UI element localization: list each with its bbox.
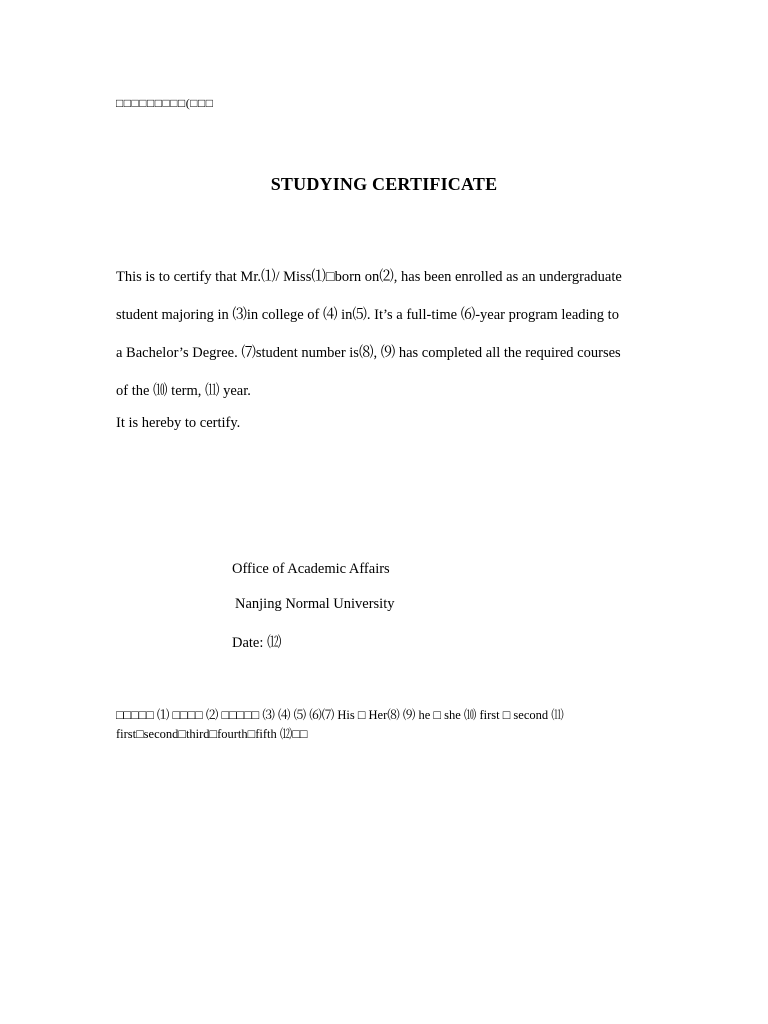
signature-university: Nanjing Normal University: [235, 596, 395, 612]
signature-date: Date: ⑿: [232, 635, 282, 651]
header-note: □□□□□□□□□(□□□: [116, 96, 214, 110]
notes-line-1: □□□□□ ⑴ □□□□ ⑵ □□□□□ ⑶ ⑷ ⑸ ⑹⑺ His □ Her⑻ ⑼ he □ she ⑽ first □ second ⑾: [116, 708, 564, 722]
page-title: STUDYING CERTIFICATE: [270, 174, 498, 194]
body-line-closing: It is hereby to certify.: [116, 415, 241, 431]
body-line-3: a Bachelor’s Degree. ⑺student number is⑻, ⑼ has completed all the required courses: [116, 345, 621, 361]
body-line-1: This is to certify that Mr.⑴/ Miss⑴□born on⑵, has been enrolled as an undergraduate: [116, 269, 622, 285]
body-line-2: student majoring in ⑶in college of ⑷ in⑸. It’s a full-time ⑹-year program leading to: [116, 307, 619, 323]
body-line-4: of the ⑽ term, ⑾ year.: [116, 383, 251, 399]
signature-office: Office of Academic Affairs: [232, 561, 390, 577]
notes-line-2: first□second□third□fourth□fifth ⑿□□: [116, 727, 308, 741]
